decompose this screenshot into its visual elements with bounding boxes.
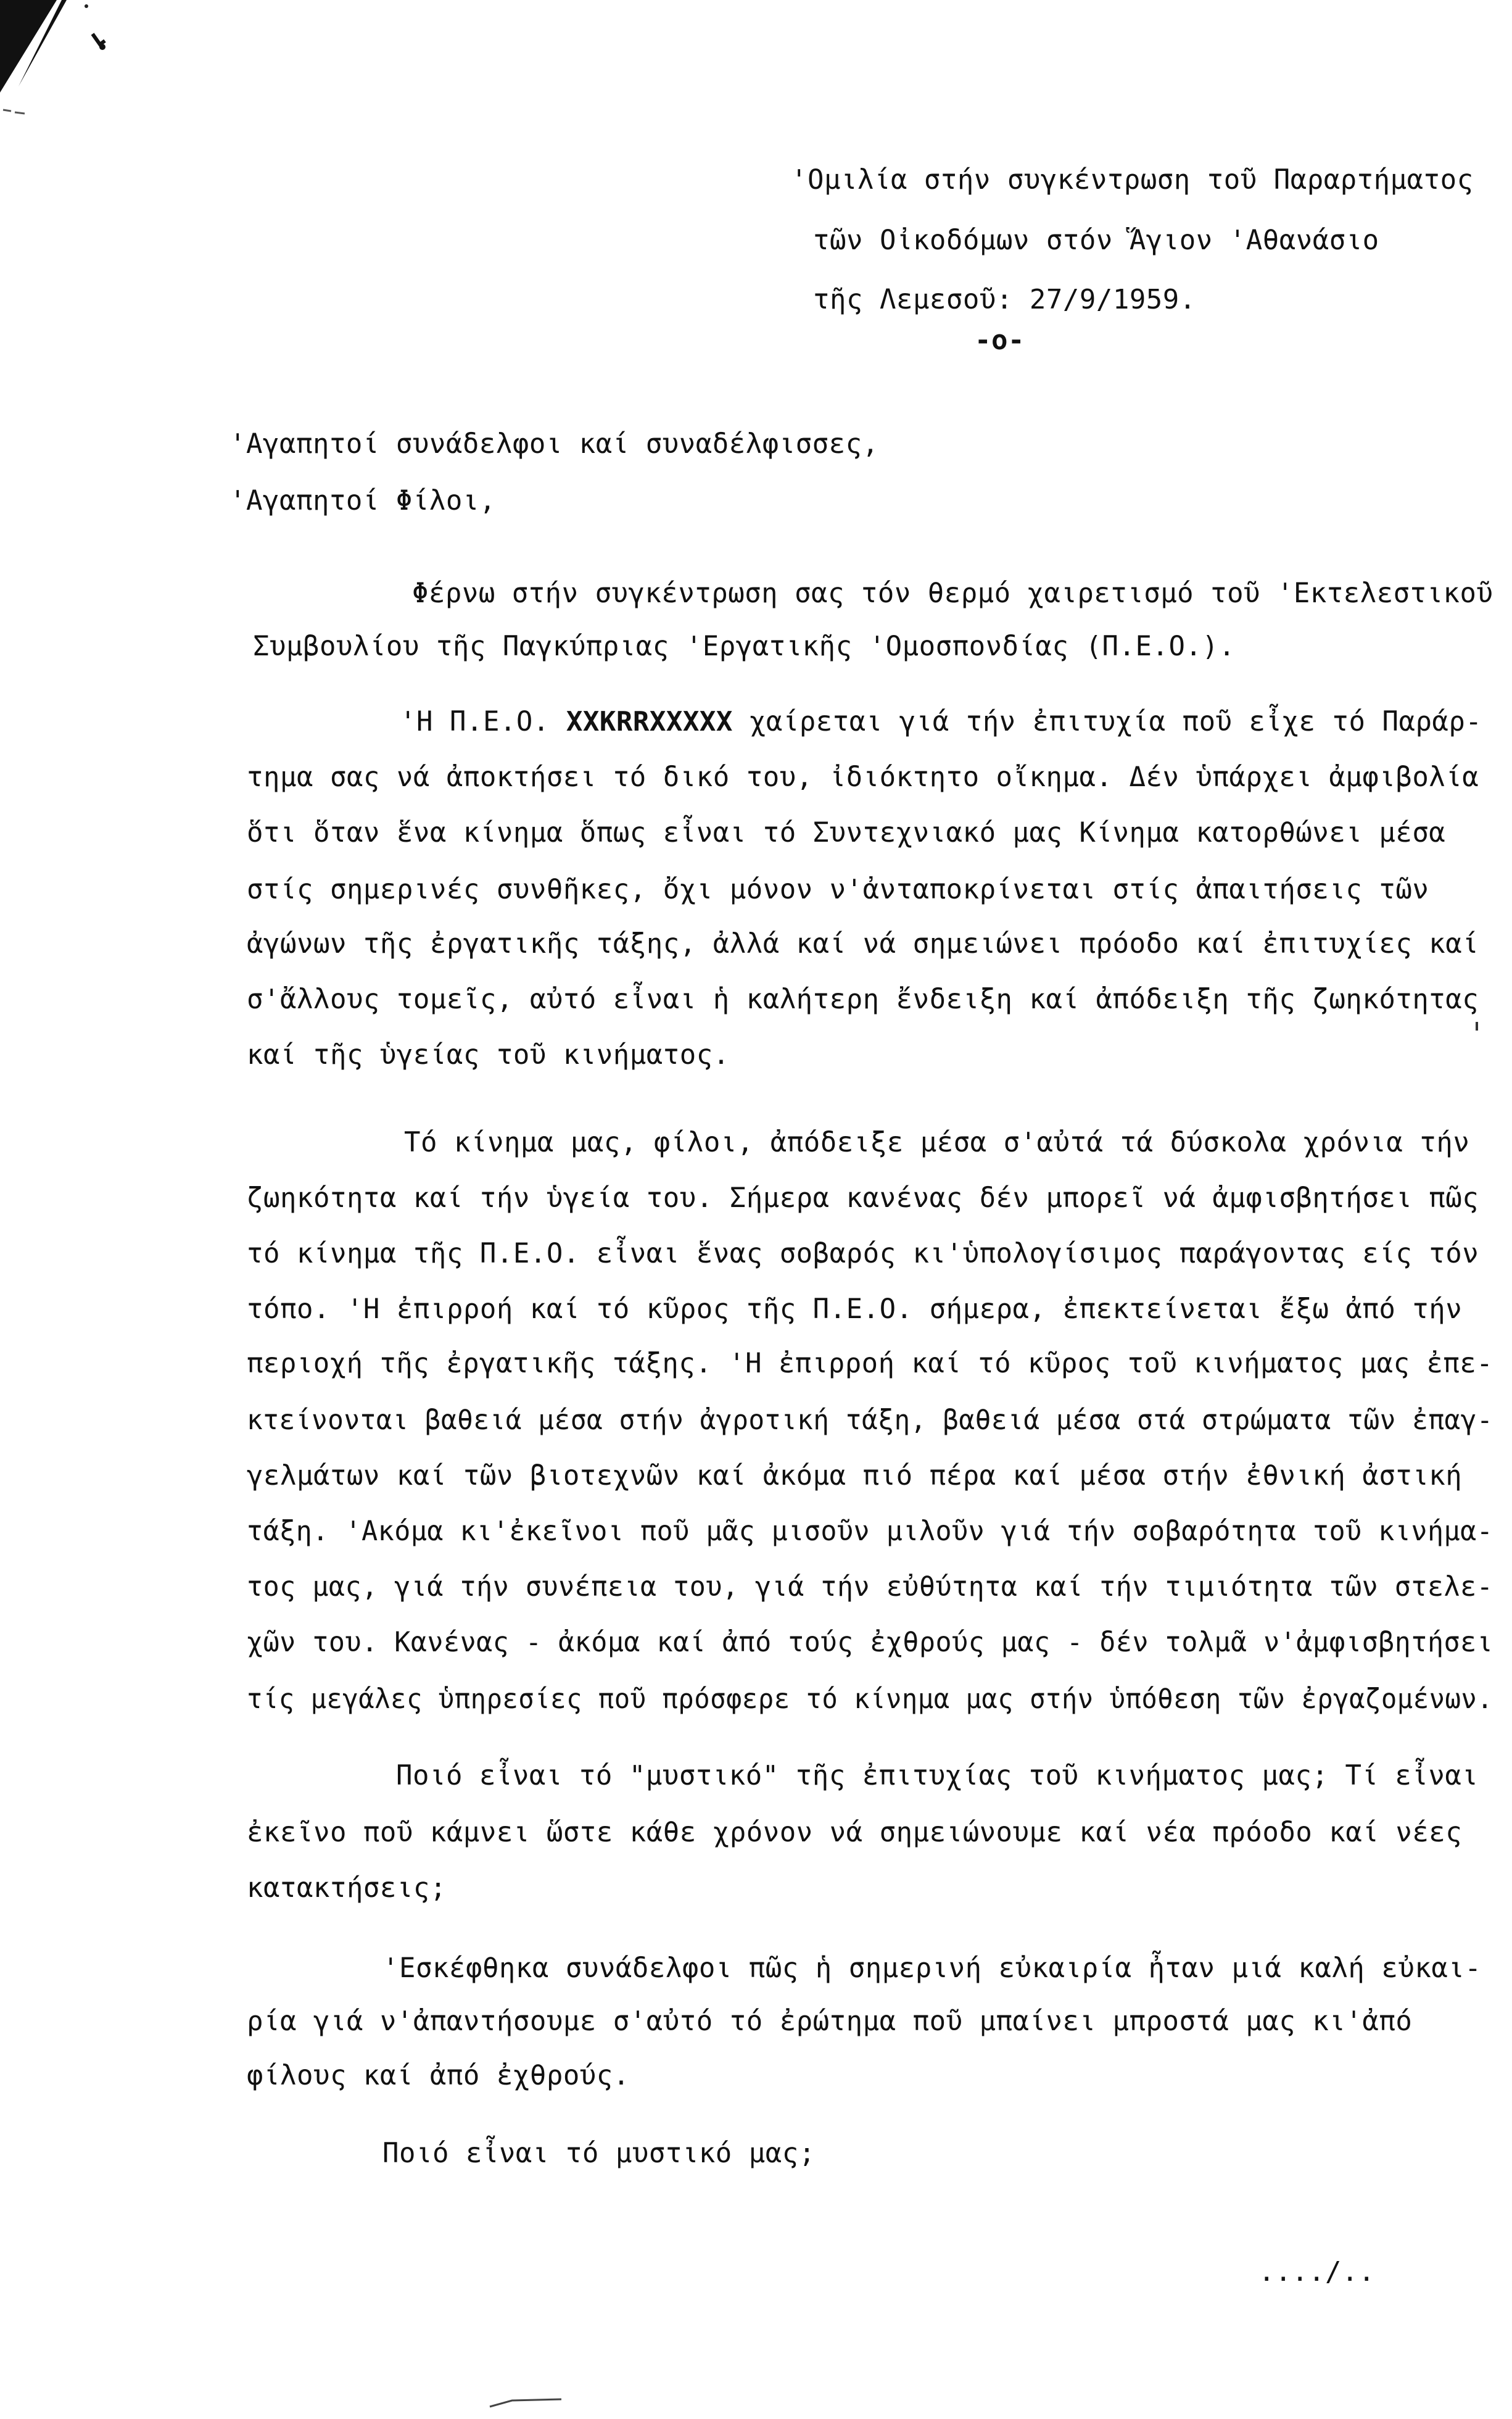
para4-line-2: ἐκεῖνο ποῦ κάμνει ὥστε κάθε χρόνον νά σημειώνουμε καί νέα πρόοδο καί νέες [247, 1817, 1463, 1848]
para3-line-5: περιοχή τῆς ἐργατικῆς τάξης. 'Η ἐπιρροή καί τό κῦρος τοῦ κινήματος μας ἐπε- [247, 1348, 1493, 1379]
scan-corner-mark [0, 0, 197, 136]
para3-line-11: τίς μεγάλες ὑπηρεσίες ποῦ πρόσφερε τό κίνημα μας στήν ὑπόθεση τῶν ἐργαζομένων. [247, 1683, 1493, 1715]
struck-out-text: XXKRRXXXXX [566, 706, 733, 737]
para6-line-1: Ποιό εἶναι τό μυστικό μας; [382, 2138, 816, 2169]
para2-line-2: τημα σας νά ἀποκτήσει τό δικό του, ἰδιόκτητο οἴκημα. Δέν ὑπάρχει ἀμφιβολία [247, 761, 1479, 793]
para3-line-9: τος μας, γιά τήν συνέπεια του, γιά τήν εὐθύτητα καί τήν τιμιότητα τῶν στελε- [247, 1571, 1493, 1603]
para3-line-4: τόπο. 'Η ἐπιρροή καί τό κῦρος τῆς Π.Ε.Ο. σήμερα, ἐπεκτείνεται ἔξω ἀπό τήν [247, 1293, 1463, 1325]
para3-line-8: τάξη. 'Ακόμα κι'ἐκεῖνοι ποῦ μᾶς μισοῦν μιλοῦν γιά τήν σοβαρότητα τοῦ κινήμα- [247, 1516, 1493, 1547]
para1-line-1: Φέρνω στήν συγκέντρωση σας τόν θερμό χαιρετισμό τοῦ 'Εκτελεστικοῦ [412, 578, 1493, 609]
para2-first-rest: χαίρεται γιά τήν ἐπιτυχία ποῦ εἶχε τό Παράρ- [749, 706, 1482, 737]
scan-dot-mark [1473, 1021, 1481, 1033]
para5-line-1: 'Εσκέφθηκα συνάδελφοι πῶς ἡ σημερινή εὐκαιρία ἦταν μιά καλή εὐκαι- [382, 1952, 1482, 1984]
heading-line-3: τῆς Λεμεσοῦ: 27/9/1959. [813, 284, 1196, 315]
para5-line-3: φίλους καί ἀπό ἐχθρούς. [247, 2060, 630, 2091]
heading-line-2: τῶν Οἰκοδόμων στόν Ἅγιον 'Αθανάσιο [813, 225, 1379, 256]
para2-lead: 'Η Π.Ε.Ο. [400, 706, 550, 737]
heading-line-1: 'Ομιλία στήν συγκέντρωση τοῦ Παραρτήματος [791, 164, 1474, 196]
continuation-mark: ..../.. [1258, 2256, 1375, 2288]
para2-line-3: ὅτι ὅταν ἕνα κίνημα ὅπως εἶναι τό Συντεχνιακό μας Κίνημα κατορθώνει μέσα [247, 817, 1446, 849]
para5-line-2: ρία γιά ν'ἀπαντήσουμε σ'αὐτό τό ἐρώτημα ποῦ μπαίνει μπροστά μας κι'ἀπό [247, 2006, 1413, 2037]
para3-line-3: τό κίνημα τῆς Π.Ε.Ο. εἶναι ἕνας σοβαρός κι'ὑπολογίσιμος παράγοντας είς τόν [247, 1238, 1479, 1269]
para1-line-2: Συμβουλίου τῆς Παγκύπριας 'Εργατικῆς 'Ομοσπονδίας (Π.Ε.Ο.). [253, 631, 1236, 662]
separator: -o- [975, 325, 1025, 356]
para3-line-10: χῶν του. Κανένας - ἀκόμα καί ἀπό τούς ἐχθρούς μας - δέν τολμᾶ ν'ἀμφισβητήσει [247, 1627, 1493, 1658]
para3-line-6: κτείνονται βαθειά μέσα στήν ἀγροτική τάξη, βαθειά μέσα στά στρώματα τῶν ἐπαγ- [247, 1405, 1493, 1436]
para4-line-3: κατακτήσεις; [247, 1872, 447, 1904]
para3-line-2: ζωηκότητα καί τήν ὑγεία του. Σήμερα κανένας δέν μπορεῖ νά ἀμφισβητήσει πῶς [247, 1182, 1479, 1214]
para2-line-5: ἀγώνων τῆς ἐργατικῆς τάξης, ἀλλά καί νά σημειώνει πρόοδο καί ἐπιτυχίες καί [247, 928, 1479, 960]
para4-line-1: Ποιό εἶναι τό "μυστικό" τῆς ἐπιτυχίας τοῦ κινήματος μας; Τί εἶναι [396, 1760, 1479, 1791]
para2-line-6: σ'ἄλλους τομεῖς, αὐτό εἶναι ἡ καλήτερη ἔνδειξη καί ἀπόδειξη τῆς ζωηκότητας [247, 984, 1479, 1015]
para3-line-7: γελμάτων καί τῶν βιοτεχνῶν καί ἀκόμα πιό πέρα καί μέσα στήν ἐθνική ἀστική [247, 1460, 1463, 1492]
para3-line-1: Τό κίνημα μας, φίλοι, ἀπόδειξε μέσα σ'αὐτά τά δύσκολα χρόνια τήν [404, 1127, 1470, 1158]
scan-bottom-mark [487, 2393, 574, 2412]
para2-line-1 [400, 703, 1482, 741]
para2-line-4: στίς σημερινές συνθῆκες, ὄχι μόνον ν'ἀνταποκρίνεται στίς ἀπαιτήσεις τῶν [247, 874, 1429, 905]
salutation-line-1: 'Αγαπητοί συνάδελφοι καί συναδέλφισσες, [229, 428, 879, 460]
para2-line-7: καί τῆς ὑγείας τοῦ κινήματος. [247, 1039, 730, 1071]
salutation-line-2: 'Αγαπητοί Φίλοι, [229, 485, 496, 517]
